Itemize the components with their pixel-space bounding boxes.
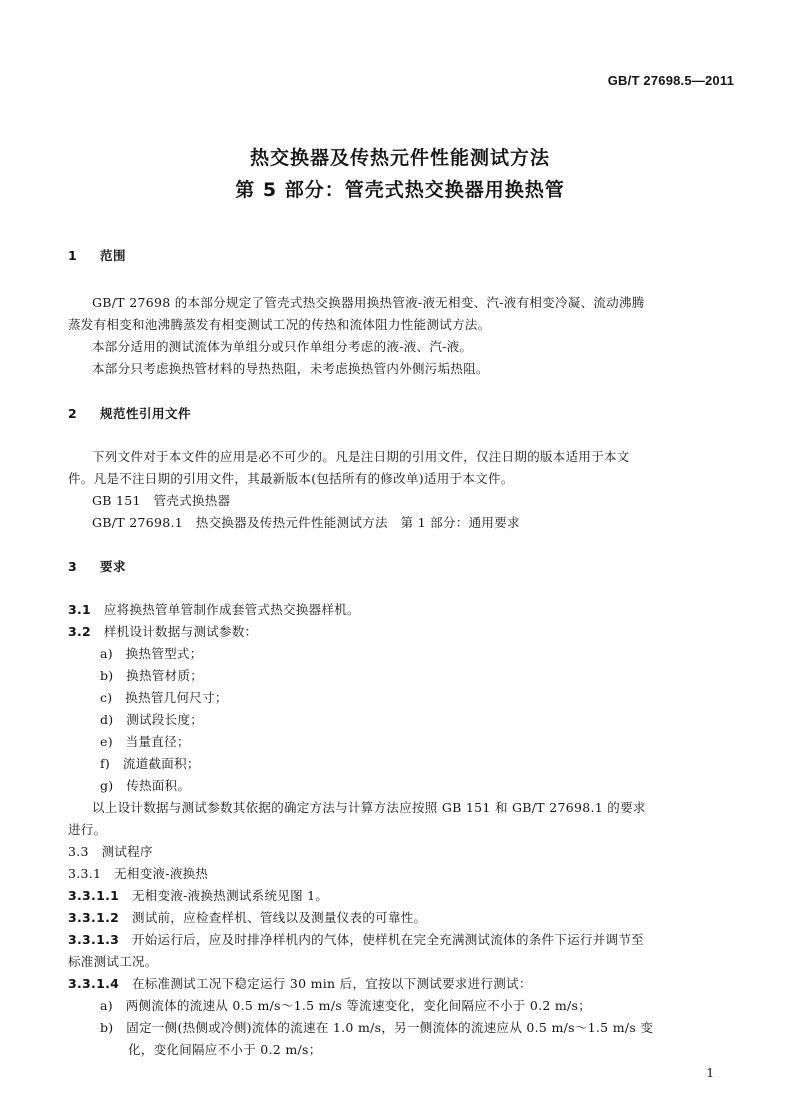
section-heading-normative-references (68, 404, 191, 422)
section-number: 1 (68, 248, 78, 263)
section-title: 规范性引用文件 (100, 406, 192, 421)
section-title: 要求 (100, 559, 127, 574)
paragraph-line: 本部分只考虑换热管材料的导热热阻，未考虑换热管内外侧污垢热阻。 (92, 361, 489, 376)
clause-number: 3.3.1.3 (68, 932, 120, 947)
clause-number: 3.2 (68, 624, 92, 639)
paragraph-line: 本部分适用的测试流体为单组分或只作单组分考虑的液-液、汽-液。 (92, 339, 473, 354)
list-item: c) 换热管几何尺寸； (100, 690, 228, 705)
paragraph-line: 以上设计数据与测试参数其依据的确定方法与计算方法应按照 GB 151 和 GB/T 27698.1 的要求 (92, 800, 646, 815)
section-number: 2 (68, 406, 78, 421)
clause-3-3-1-1 (68, 886, 328, 904)
section-heading-scope (68, 246, 126, 264)
clause-3-1 (68, 600, 360, 618)
clause-text: 测试前，应检查样机、管线以及测量仪表的可靠性。 (131, 910, 427, 925)
page-number: 1 (706, 1066, 714, 1080)
clause-3-3: 3.3 测试程序 (68, 844, 153, 859)
clause-3-2 (68, 622, 257, 640)
document-title-line2: 第 5 部分：管壳式热交换器用换热管 (235, 179, 565, 201)
reference-item: GB/T 27698.1 热交换器及传热元件性能测试方法 第 1 部分：通用要求 (92, 515, 520, 530)
list-item: b) 换热管材质； (100, 668, 204, 683)
clause-3-3-1-4 (68, 974, 532, 992)
paragraph-line: 下列文件对于本文件的应用是必不可少的。凡是注日期的引用文件，仅注日期的版本适用于本文 (92, 449, 630, 464)
clause-text: 开始运行后，应及时排净样机内的气体，使样机在完全充满测试流体的条件下运行并调节至 (131, 932, 644, 947)
paragraph-line: 标准测试工况。 (68, 954, 158, 969)
clause-number: 3.3.1.2 (68, 910, 120, 925)
clause-text: 应将换热管单管制作成套管式热交换器样机。 (103, 602, 360, 617)
list-item: e) 当量直径； (100, 734, 190, 749)
section-number: 3 (68, 559, 78, 574)
standard-number: GB/T 27698.5—2011 (607, 73, 734, 88)
clause-number: 3.3.1.1 (68, 888, 120, 903)
list-item: a) 换热管型式； (100, 646, 203, 661)
clause-3-3-1: 3.3.1 无相变液-液换热 (68, 866, 209, 881)
list-item: b) 固定一侧(热侧或冷侧)流体的流速在 1.0 m/s，另一侧流体的流速应从 0.5 m/s～1.5 m/s 变 (100, 1020, 654, 1035)
clause-3-3-1-2 (68, 908, 426, 926)
paragraph-line: 化，变化间隔应不小于 0.2 m/s； (128, 1042, 322, 1057)
section-title: 范围 (100, 248, 127, 263)
paragraph-line: 蒸发有相变和池沸腾蒸发有相变测试工况的传热和流体阻力性能测试方法。 (68, 317, 491, 332)
paragraph-line: GB/T 27698 的本部分规定了管壳式热交换器用换热管液-液无相变、汽-液有相变冷凝、流动沸腾 (92, 295, 645, 310)
reference-item: GB 151 管壳式换热器 (92, 493, 231, 508)
clause-text: 在标准测试工况下稳定运行 30 min 后，宜按以下测试要求进行测试： (131, 976, 532, 991)
clause-text: 样机设计数据与测试参数： (103, 624, 258, 639)
paragraph-line: 进行。 (68, 822, 107, 837)
list-item: f) 流道截面积； (100, 756, 200, 771)
paragraph-line: 件。凡是不注日期的引用文件，其最新版本(包括所有的修改单)适用于本文件。 (68, 471, 514, 486)
clause-number: 3.3.1.4 (68, 976, 120, 991)
list-item: d) 测试段长度； (100, 712, 204, 727)
list-item: a) 两侧流体的流速从 0.5 m/s～1.5 m/s 等流速变化，变化间隔应不小于 0.2 m/s； (100, 998, 592, 1013)
clause-number: 3.1 (68, 602, 92, 617)
clause-3-3-1-3 (68, 930, 644, 948)
clause-text: 无相变液-液换热测试系统见图 1。 (131, 888, 329, 903)
section-heading-requirements (68, 557, 126, 575)
document-title-line1: 热交换器及传热元件性能测试方法 (249, 147, 550, 169)
list-item: g) 传热面积。 (100, 778, 191, 793)
